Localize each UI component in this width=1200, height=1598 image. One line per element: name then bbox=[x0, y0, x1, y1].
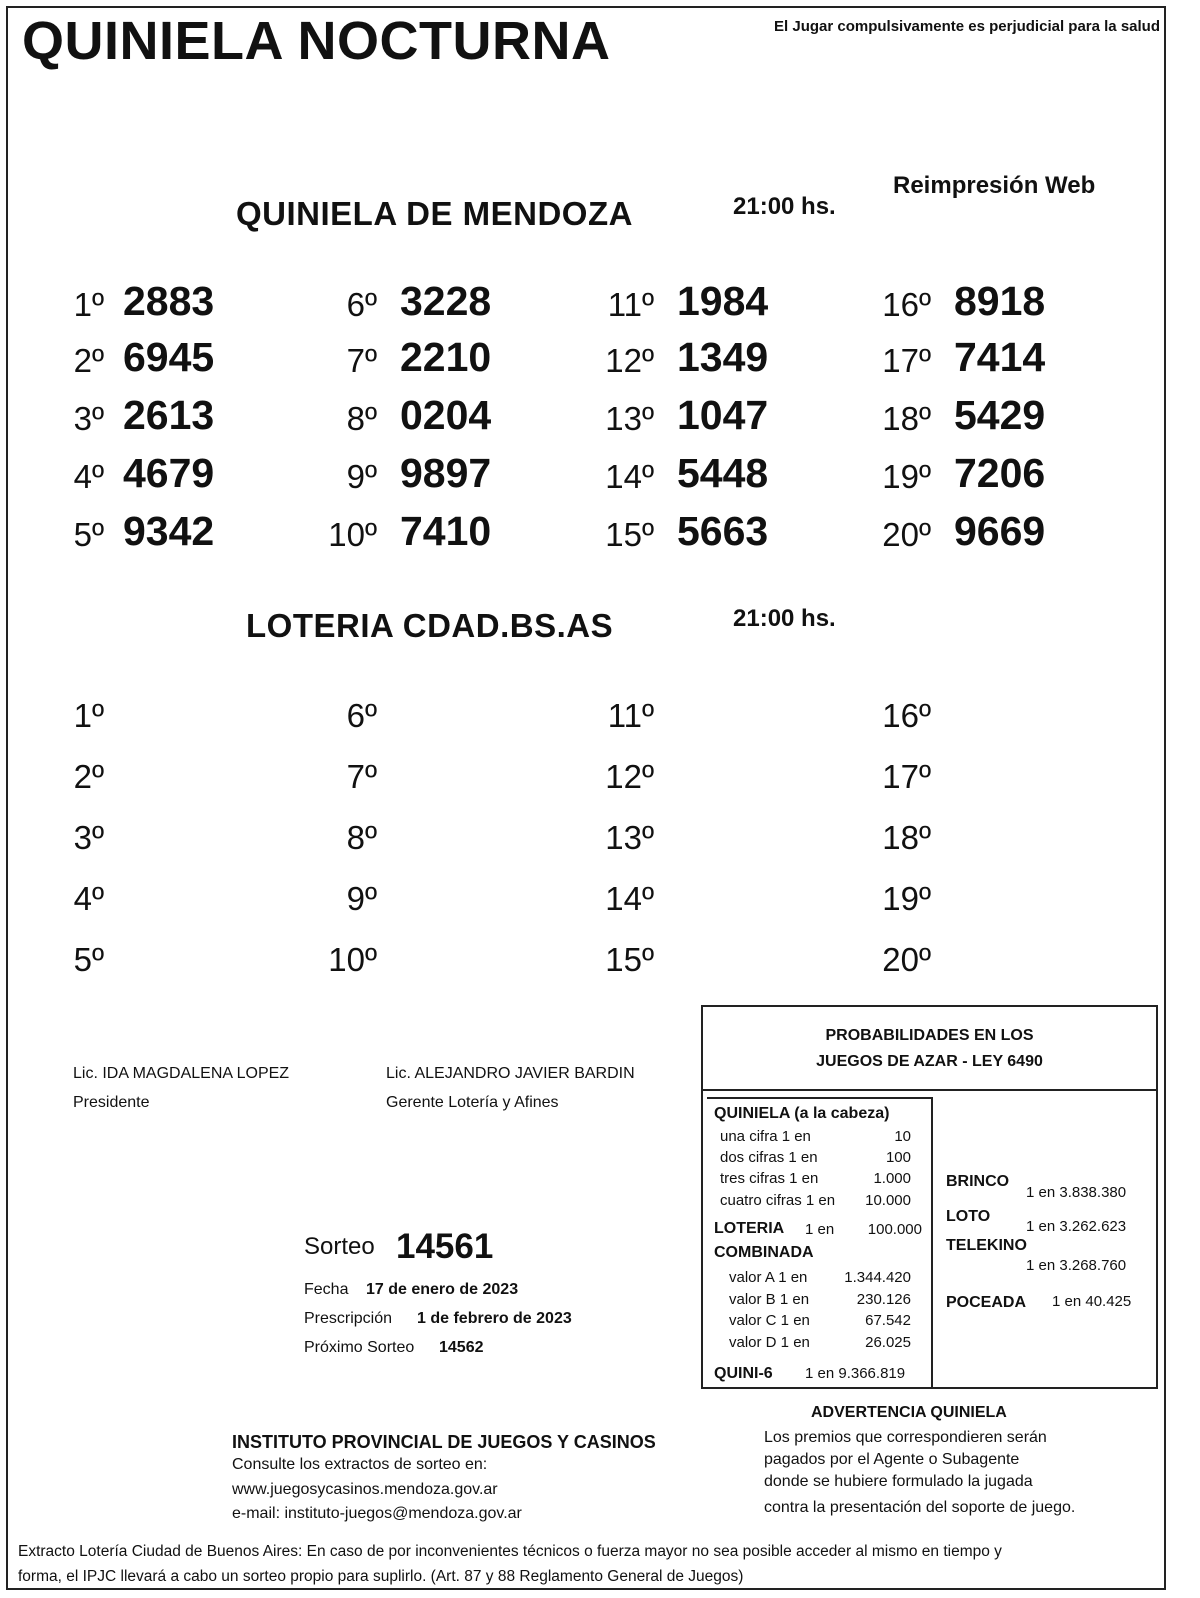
mendoza-result-number: 2883 bbox=[123, 278, 215, 324]
combinada-prob-label: valor A 1 en bbox=[729, 1269, 808, 1286]
bsas-time: 21:00 hs. bbox=[733, 605, 836, 632]
mendoza-result-number: 7414 bbox=[954, 334, 1046, 380]
fecha-label: Fecha bbox=[304, 1281, 349, 1298]
mendoza-time: 21:00 hs. bbox=[733, 193, 836, 220]
mendoza-result-position: 10º bbox=[328, 516, 377, 553]
loteria-prob-value: 100.000 bbox=[867, 1221, 922, 1238]
quiniela-prob-value: 1.000 bbox=[873, 1170, 911, 1187]
combinada-prob-label: valor C 1 en bbox=[729, 1312, 810, 1329]
mendoza-result-position: 20º bbox=[882, 516, 931, 553]
mendoza-result-position: 14º bbox=[605, 458, 654, 495]
mendoza-result-number: 7410 bbox=[400, 508, 492, 554]
institute-email-link[interactable]: e-mail: instituto-juegos@mendoza.gov.ar bbox=[232, 1505, 522, 1522]
loto-prob-value: 1 en 3.262.623 bbox=[1026, 1218, 1127, 1235]
institute-website-link[interactable]: www.juegosycasinos.mendoza.gov.ar bbox=[232, 1481, 498, 1498]
telekino-prob-value: 1 en 3.268.760 bbox=[1026, 1257, 1127, 1274]
bsas-result-position: 8º bbox=[346, 819, 377, 856]
bsas-result-position: 5º bbox=[73, 941, 104, 978]
probabilities-box bbox=[701, 1005, 1158, 1389]
institute-consult-line: Consulte los extractos de sorteo en: bbox=[232, 1456, 488, 1473]
mendoza-result-number: 5429 bbox=[954, 392, 1046, 438]
quini6-prob-label: QUINI-6 bbox=[714, 1365, 773, 1382]
brinco-prob-value: 1 en 3.838.380 bbox=[1026, 1184, 1127, 1201]
mendoza-result-number: 4679 bbox=[123, 450, 215, 496]
sorteo-number: 14561 bbox=[396, 1227, 494, 1266]
footer-note-line1: Extracto Lotería Ciudad de Buenos Aires: En caso de por inconvenientes técnicos o fuerza mayor no sea posible acceder al mismo en tiempo y bbox=[18, 1543, 1002, 1560]
advertencia-line: contra la presentación del soporte de juego. bbox=[764, 1499, 1076, 1516]
mendoza-result-position: 2º bbox=[73, 342, 104, 379]
mendoza-result-position: 18º bbox=[882, 400, 931, 437]
mendoza-result-number: 1047 bbox=[677, 392, 769, 438]
bsas-result-position: 20º bbox=[882, 941, 931, 978]
mendoza-title: QUINIELA DE MENDOZA bbox=[236, 195, 633, 232]
mendoza-result-number: 1349 bbox=[677, 334, 769, 380]
prescripcion-label: Prescripción bbox=[304, 1310, 393, 1327]
bsas-title: LOTERIA CDAD.BS.AS bbox=[246, 607, 614, 644]
mendoza-result-number: 9342 bbox=[123, 508, 215, 554]
mendoza-result-number: 9669 bbox=[954, 508, 1046, 554]
advertencia-title: ADVERTENCIA QUINIELA bbox=[811, 1404, 1007, 1421]
bsas-result-position: 11º bbox=[607, 697, 654, 734]
quiniela-prob-value: 10.000 bbox=[865, 1192, 911, 1209]
bsas-result-position: 3º bbox=[73, 819, 104, 856]
advertencia-line: Los premios que correspondieren serán bbox=[764, 1429, 1047, 1446]
mendoza-result-number: 7206 bbox=[954, 450, 1046, 496]
bsas-result-position: 10º bbox=[328, 941, 377, 978]
combinada-prob-label: valor D 1 en bbox=[729, 1334, 810, 1351]
footer-note-line2: forma, el IPJC llevará a cabo un sorteo propio para suplirlo. (Art. 87 y 88 Reglamento General de Juegos) bbox=[18, 1568, 744, 1585]
quiniela-prob-label: una cifra 1 en bbox=[720, 1128, 811, 1145]
loteria-prob-label: LOTERIA bbox=[714, 1220, 785, 1237]
combinada-prob-value: 67.542 bbox=[865, 1312, 911, 1329]
bsas-result-position: 18º bbox=[882, 819, 931, 856]
bsas-result-position: 16º bbox=[882, 697, 931, 734]
mendoza-result-number: 2210 bbox=[400, 334, 492, 380]
mendoza-result-position: 4º bbox=[73, 458, 104, 495]
bsas-result-position: 6º bbox=[346, 697, 377, 734]
mendoza-result-position: 3º bbox=[73, 400, 104, 437]
combinada-prob-value: 1.344.420 bbox=[844, 1269, 911, 1286]
quiniela-prob-label: tres cifras 1 en bbox=[720, 1170, 819, 1187]
mendoza-result-position: 15º bbox=[605, 516, 654, 553]
prescripcion-value: 1 de febrero de 2023 bbox=[417, 1310, 572, 1327]
quiniela-prob-value: 100 bbox=[885, 1149, 911, 1166]
probabilities-header-line2: JUEGOS DE AZAR - LEY 6490 bbox=[816, 1053, 1043, 1070]
signature-role-president: Presidente bbox=[73, 1094, 150, 1111]
bsas-result-position: 1º bbox=[73, 697, 104, 734]
institute-name: INSTITUTO PROVINCIAL DE JUEGOS Y CASINOS bbox=[232, 1432, 656, 1452]
advertencia-line: pagados por el Agente o Subagente bbox=[764, 1451, 1020, 1468]
bsas-result-position: 2º bbox=[73, 758, 104, 795]
quiniela-prob-value: 10 bbox=[894, 1128, 911, 1145]
mendoza-result-number: 6945 bbox=[123, 334, 215, 380]
mendoza-result-number: 8918 bbox=[954, 278, 1046, 324]
bsas-result-position: 15º bbox=[605, 941, 654, 978]
mendoza-result-position: 9º bbox=[346, 458, 377, 495]
quini6-prob-value: 1 en 9.366.819 bbox=[805, 1365, 906, 1382]
quiniela-prob-title: QUINIELA (a la cabeza) bbox=[714, 1105, 890, 1122]
mendoza-result-position: 17º bbox=[882, 342, 931, 379]
gambling-warning: El Jugar compulsivamente es perjudicial para la salud bbox=[774, 18, 1160, 35]
combinada-prob-value: 26.025 bbox=[865, 1334, 911, 1351]
mendoza-result-position: 1º bbox=[73, 286, 104, 323]
signature-name-president: Lic. IDA MAGDALENA LOPEZ bbox=[73, 1065, 290, 1082]
mendoza-result-number: 1984 bbox=[677, 278, 769, 324]
combinada-prob-value: 230.126 bbox=[856, 1291, 911, 1308]
signature-name-manager: Lic. ALEJANDRO JAVIER BARDIN bbox=[386, 1065, 635, 1082]
fecha-value: 17 de enero de 2023 bbox=[366, 1281, 519, 1298]
advertencia-line: donde se hubiere formulado la jugada bbox=[764, 1473, 1033, 1490]
bsas-result-position: 4º bbox=[73, 880, 104, 917]
mendoza-result-position: 13º bbox=[605, 400, 654, 437]
bsas-result-position: 17º bbox=[882, 758, 931, 795]
bsas-result-position: 14º bbox=[605, 880, 654, 917]
loteria-prob-en: 1 en bbox=[805, 1221, 835, 1238]
mendoza-result-position: 16º bbox=[882, 286, 931, 323]
mendoza-result-number: 9897 bbox=[400, 450, 492, 496]
bsas-result-position: 12º bbox=[605, 758, 654, 795]
mendoza-result-number: 0204 bbox=[400, 392, 492, 438]
brinco-prob-label: BRINCO bbox=[946, 1173, 1010, 1190]
bsas-result-position: 9º bbox=[346, 880, 377, 917]
poceada-prob-value: 1 en 40.425 bbox=[1052, 1293, 1132, 1310]
sorteo-label: Sorteo bbox=[304, 1233, 375, 1260]
bsas-result-position: 19º bbox=[882, 880, 931, 917]
page-title: QUINIELA NOCTURNA bbox=[22, 11, 611, 71]
loto-prob-label: LOTO bbox=[946, 1208, 991, 1225]
quiniela-prob-label: cuatro cifras 1 en bbox=[720, 1192, 836, 1209]
mendoza-result-position: 12º bbox=[605, 342, 654, 379]
probabilities-header-line1: PROBABILIDADES EN LOS bbox=[825, 1027, 1034, 1044]
mendoza-result-position: 7º bbox=[346, 342, 377, 379]
mendoza-result-position: 11º bbox=[607, 286, 654, 323]
signature-role-manager: Gerente Lotería y Afines bbox=[386, 1094, 559, 1111]
combinada-prob-title: COMBINADA bbox=[714, 1244, 814, 1261]
reprint-label: Reimpresión Web bbox=[893, 172, 1096, 199]
mendoza-result-position: 5º bbox=[73, 516, 104, 553]
quiniela-prob-label: dos cifras 1 en bbox=[720, 1149, 818, 1166]
probabilities-header bbox=[703, 1007, 1156, 1091]
mendoza-result-position: 8º bbox=[346, 400, 377, 437]
mendoza-result-position: 6º bbox=[346, 286, 377, 323]
mendoza-result-number: 5663 bbox=[677, 508, 769, 554]
proximo-value: 14562 bbox=[439, 1339, 484, 1356]
proximo-label: Próximo Sorteo bbox=[304, 1339, 415, 1356]
telekino-prob-label: TELEKINO bbox=[946, 1237, 1027, 1254]
bsas-result-position: 13º bbox=[605, 819, 654, 856]
bsas-result-position: 7º bbox=[346, 758, 377, 795]
mendoza-result-number: 5448 bbox=[677, 450, 769, 496]
mendoza-result-number: 3228 bbox=[400, 278, 492, 324]
mendoza-result-position: 19º bbox=[882, 458, 931, 495]
combinada-prob-label: valor B 1 en bbox=[729, 1291, 810, 1308]
mendoza-result-number: 2613 bbox=[123, 392, 215, 438]
poceada-prob-label: POCEADA bbox=[946, 1294, 1027, 1311]
